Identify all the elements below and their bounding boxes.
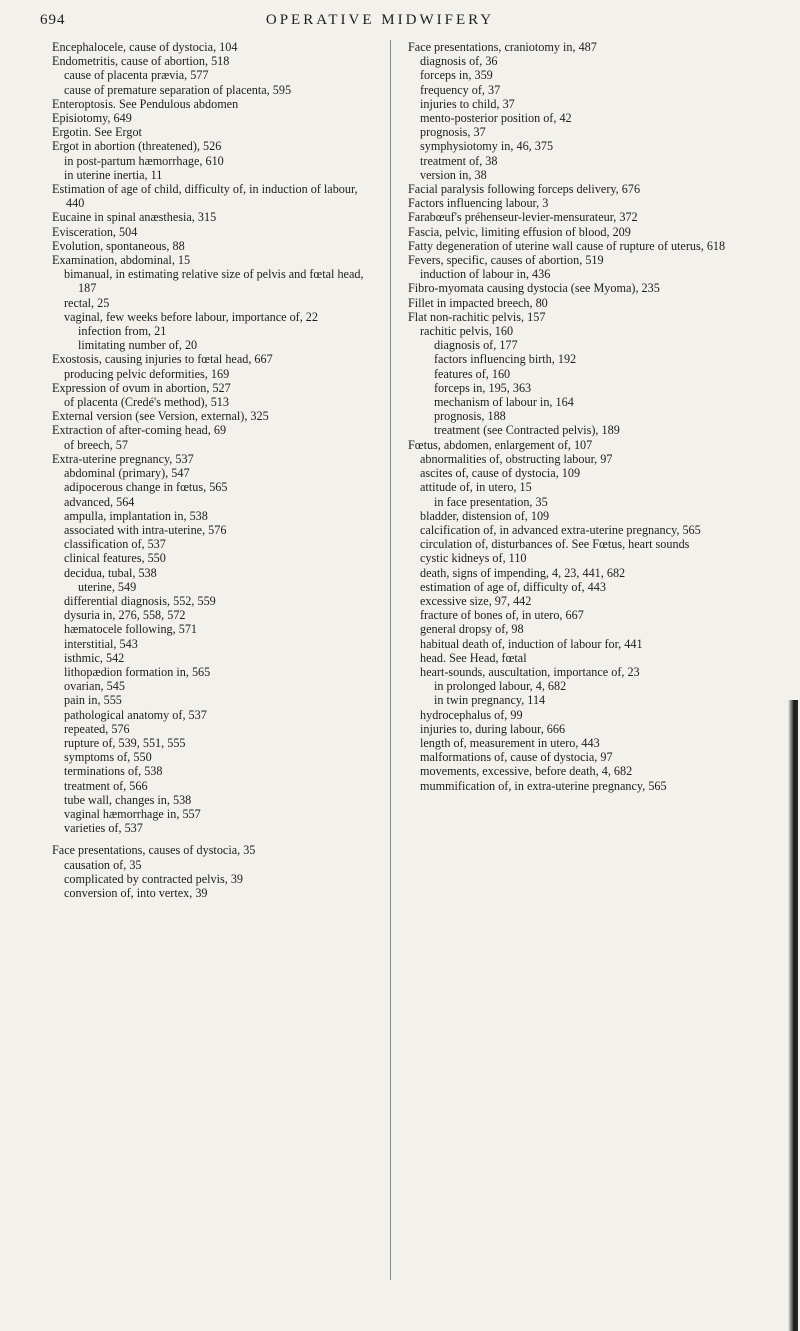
index-entry: Facial paralysis following forceps delivery, 676 [408,182,641,197]
index-entry: Enteroptosis. See Pendulous abdomen [52,96,239,111]
index-entry: injuries to, during labour, 666 [420,721,566,736]
index-entry: limitating number of, 20 [78,338,198,353]
index-entry: Fibro-myomata causing dystocia (see Myoma), 235 [408,281,660,296]
index-entry: Examination, abdominal, 15 [52,253,191,268]
index-entry: clinical features, 550 [64,551,166,566]
page-number: 694 [40,12,66,28]
index-entry: tube wall, changes in, 538 [64,792,192,807]
index-entry: fracture of bones of, in utero, 667 [420,608,584,623]
index-entry: associated with intra-uterine, 576 [64,522,227,537]
index-entry: forceps in, 195, 363 [434,380,532,395]
index-entry: head. See Head, fœtal [420,650,527,665]
index-column-left [52,40,370,900]
index-entry: rachitic pelvis, 160 [420,324,514,339]
index-entry: uterine, 549 [78,579,137,594]
index-entry: in post-partum hæmorrhage, 610 [64,153,224,168]
index-entry: prognosis, 37 [420,125,486,140]
index-entry: hæmatocele following, 571 [64,622,198,637]
index-entry: cause of placenta prævia, 577 [64,68,209,83]
index-entry: treatment of, 566 [64,778,148,793]
page-edge-shadow [788,700,798,1331]
index-entry: terminations of, 538 [64,764,163,779]
index-entry: varieties of, 537 [64,821,143,836]
index-entry: in face presentation, 35 [434,494,548,509]
index-entry: Expression of ovum in abortion, 527 [52,380,231,395]
index-entry: rectal, 25 [64,295,110,310]
index-entry: producing pelvic deformities, 169 [64,366,230,381]
index-entry: adipocerous change in fœtus, 565 [64,480,228,495]
index-entry: Exostosis, causing injuries to fœtal head, 667 [52,352,273,367]
index-entry: classification of, 537 [64,537,166,552]
index-entry: Encephalocele, cause of dystocia, 104 [52,40,238,54]
index-entry: repeated, 576 [64,721,130,736]
index-entry: death, signs of impending, 4, 23, 441, 682 [420,565,626,580]
index-entry: Fatty degeneration of uterine wall cause of rupture of uterus, 618 [408,238,726,253]
index-entry: forceps in, 359 [420,68,493,83]
index-entry: decidua, tubal, 538 [64,565,157,580]
index-entry: bladder, distension of, 109 [420,508,550,523]
index-entry: Eucaine in spinal anæsthesia, 315 [52,210,217,225]
index-entry: External version (see Version, external), 325 [52,409,269,424]
index-entry: treatment (see Contracted pelvis), 189 [434,423,620,438]
index-entry: causation of, 35 [64,857,142,872]
index-entry: Extraction of after-coming head, 69 [52,423,227,438]
index-entry: isthmic, 542 [64,650,125,665]
index-entry: rupture of, 539, 551, 555 [64,735,186,750]
index-entry: pathological anatomy of, 537 [64,707,207,722]
index-entry: general dropsy of, 98 [420,622,524,637]
index-entry: cause of premature separation of placenta, 595 [64,82,292,97]
index-entry: infection from, 21 [78,324,167,339]
index-entry: ascites of, cause of dystocia, 109 [420,466,581,481]
index-entry: habitual death of, induction of labour for, 441 [420,636,643,651]
index-entry: symptoms of, 550 [64,750,152,765]
index-entry: diagnosis of, 177 [434,338,518,353]
index-entry: hydrocephalus of, 99 [420,707,523,722]
index-entry: calcification of, in advanced extra-uterine pregnancy, 565 [420,522,701,537]
index-entry: of placenta (Credé's method), 513 [64,395,229,410]
index-entry: Fœtus, abdomen, enlargement of, 107 [408,437,593,452]
index-entry: treatment of, 38 [420,153,498,168]
index-entry: differential diagnosis, 552, 559 [64,593,216,608]
index-entry: mummification of, in extra-uterine pregnancy, 565 [420,778,667,793]
index-entry: advanced, 564 [64,494,135,509]
index-entry: malformations of, cause of dystocia, 97 [420,750,613,765]
index-entry: cystic kidneys of, 110 [420,551,527,566]
index-entry: Evisceration, 504 [52,224,138,239]
index-entry: Endometritis, cause of abortion, 518 [52,54,230,69]
index-entry: mento-posterior position of, 42 [420,111,572,126]
index-entry: of breech, 57 [64,437,128,452]
index-entry: bimanual, in estimating relative size of pelvis and fœtal head, 187 [64,267,364,296]
index-entry: diagnosis of, 36 [420,54,498,69]
index-entry: excessive size, 97, 442 [420,593,532,608]
index-entry: abnormalities of, obstructing labour, 97 [420,451,613,466]
index-entry: Factors influencing labour, 3 [408,196,549,211]
index-entry: abdominal (primary), 547 [64,466,190,481]
index-entry: factors influencing birth, 192 [434,352,577,367]
page-title: OPERATIVE MIDWIFERY [265,12,495,28]
index-entry: Face presentations, causes of dystocia, 35 [52,843,256,858]
index-entry: version in, 38 [420,167,487,182]
index-entry: heart-sounds, auscultation, importance of, 23 [420,664,640,679]
index-columns [52,40,752,1320]
index-entry: induction of labour in, 436 [420,267,551,282]
index-entry: ampulla, implantation in, 538 [64,508,208,523]
index-entry: features of, 160 [434,366,511,381]
index-entry: in uterine inertia, 11 [64,167,163,182]
index-entry: symphysiotomy in, 46, 375 [420,139,554,154]
index-entry: Face presentations, craniotomy in, 487 [408,40,597,54]
index-entry: injuries to child, 37 [420,96,515,111]
index-entry: interstitial, 543 [64,636,138,651]
index-entry: vaginal hæmorrhage in, 557 [64,806,201,821]
index-entry: estimation of age of, difficulty of, 443 [420,579,606,594]
index-entry: prognosis, 188 [434,409,506,424]
index-entry: Fillet in impacted breech, 80 [408,295,548,310]
index-entry: circulation of, disturbances of. See Fœtus, heart sounds [420,537,690,552]
index-entry: Ergot in abortion (threatened), 526 [52,139,222,154]
column-divider [390,40,391,1280]
index-entry: movements, excessive, before death, 4, 682 [420,764,633,779]
index-entry: in twin pregnancy, 114 [434,693,546,708]
index-entry: in prolonged labour, 4, 682 [434,679,567,694]
index-entry: mechanism of labour in, 164 [434,395,574,410]
index-entry: conversion of, into vertex, 39 [64,885,208,900]
index-entry: pain in, 555 [64,693,122,708]
index-entry: length of, measurement in utero, 443 [420,735,600,750]
index-entry: complicated by contracted pelvis, 39 [64,871,244,886]
index-entry: Estimation of age of child, difficulty of, in induction of labour, 440 [52,182,358,211]
index-entry: Episiotomy, 649 [52,111,132,126]
index-entry: dysuria in, 276, 558, 572 [64,608,186,623]
index-column-right [408,40,726,793]
index-entry: Fascia, pelvic, limiting effusion of blood, 209 [408,224,631,239]
index-entry: attitude of, in utero, 15 [420,480,532,495]
index-entry: Ergotin. See Ergot [52,125,142,140]
index-entry: ovarian, 545 [64,679,125,694]
index-entry: Farabœuf's préhenseur-levier-mensurateur, 372 [408,210,638,225]
index-entry: Fevers, specific, causes of abortion, 519 [408,253,604,268]
index-entry: Flat non-rachitic pelvis, 157 [408,309,546,324]
index-entry: frequency of, 37 [420,82,501,97]
index-entry: Evolution, spontaneous, 88 [52,238,185,253]
index-entry: lithopædion formation in, 565 [64,664,211,679]
index-entry: vaginal, few weeks before labour, importance of, 22 [64,309,318,324]
index-entry: Extra-uterine pregnancy, 537 [52,451,194,466]
